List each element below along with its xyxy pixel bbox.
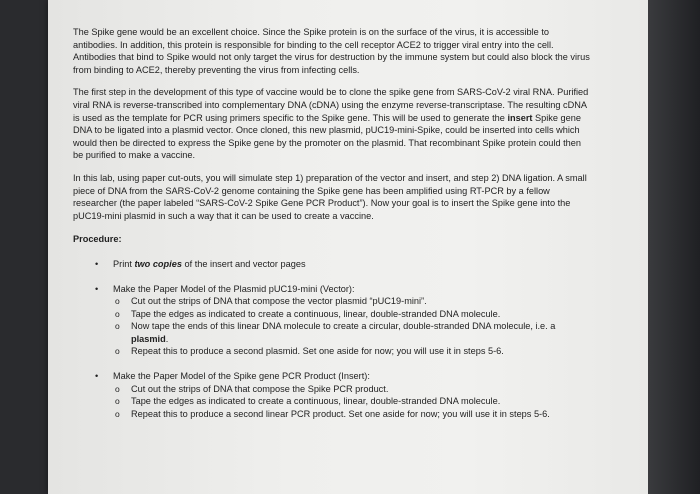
substep-text: Tape the edges as indicated to create a continuous, linear, double-stranded DNA molecule. — [131, 396, 501, 407]
circle-bullet-icon: o — [115, 408, 120, 419]
substep-text: . — [165, 333, 169, 344]
circle-bullet-icon: o — [115, 396, 120, 407]
emphasis-two-copies: two copies — [134, 258, 182, 269]
substep-text: Tape the edges as indicated to create a continuous, linear, double-stranded DNA molecule. — [131, 308, 501, 319]
vector-substeps — [73, 295, 593, 358]
substep-text: Cut out the strips of DNA that compose the vector plasmid “pUC19-mini”. — [131, 296, 427, 307]
list-item — [113, 320, 593, 345]
procedure-step-vector — [73, 283, 593, 296]
procedure-heading: Procedure: — [73, 234, 122, 245]
step-text: of the insert and vector pages — [181, 258, 306, 269]
substep-text: Repeat this to produce a second plasmid. Set one aside for now; you will use it in steps 5-6. — [131, 346, 504, 357]
background-edge — [648, 0, 700, 494]
substep-text: Cut out the strips of DNA that compose the Spike PCR product. — [131, 383, 389, 394]
circle-bullet-icon: o — [115, 346, 120, 357]
circle-bullet-icon: o — [115, 321, 120, 332]
bold-term-insert: insert — [507, 112, 533, 123]
paragraph-text: Spike gene DNA to be ligated into a plasmid vector. Once cloned, this new plasmid, pUC19-mini-Spike, could be inserted into cells which would then be directed to express the Spike gene by the promoter on the plasmid. That recombinant Spike protein could then be purified to make a vaccine. — [73, 112, 582, 161]
step-title: Make the Paper Model of the Plasmid pUC19-mini (Vector): — [113, 283, 355, 294]
list-item — [113, 383, 593, 396]
circle-bullet-icon: o — [115, 383, 120, 394]
list-item — [113, 408, 593, 421]
circle-bullet-icon: o — [115, 308, 120, 319]
bullet-icon: • — [95, 258, 99, 269]
document-content — [73, 26, 593, 420]
procedure-step-print — [73, 258, 593, 271]
list-item — [113, 308, 593, 321]
list-item — [113, 295, 593, 308]
paragraph-spike-gene: The Spike gene would be an excellent choice. Since the Spike protein is on the surface of the virus, it is accessible to antibodies. In addition, this protein is responsible for binding to the cell receptor ACE2 to trigger viral entry into the cell. Antibodies that bind to Spike would not only target the virus for destruction by the immune system but could also block the virus from binding to ACE2, thereby preventing the virus from infecting cells. — [73, 27, 590, 75]
procedure-step-insert — [73, 370, 593, 383]
substep-text: Now tape the ends of this linear DNA molecule to create a circular, double-stranded DNA molecule, i.e. a — [131, 321, 556, 332]
list-item — [113, 395, 593, 408]
circle-bullet-icon: o — [115, 296, 120, 307]
insert-substeps — [73, 383, 593, 421]
paragraph-first-step — [73, 86, 593, 162]
bold-term-plasmid: plasmid — [131, 333, 166, 344]
paragraph-lab-overview: In this lab, using paper cut-outs, you will simulate step 1) preparation of the vector and insert, and step 2) DNA ligation. A small piece of DNA from the SARS-CoV-2 genome containing the Spike gene has been amplified using RT-PCR by a fellow researcher (the paper labeled “SARS-CoV-2 Spike Gene PCR Product”). Now your goal is to insert the Spike gene into the pUC19-mini plasmid in such a way that it can be used to create a vaccine. — [73, 172, 587, 221]
step-text: Print — [113, 258, 135, 269]
bullet-icon: • — [95, 371, 99, 382]
substep-text: Repeat this to produce a second linear PCR product. Set one aside for now; you will use it in steps 5-6. — [131, 408, 550, 419]
list-item — [113, 345, 593, 358]
step-title: Make the Paper Model of the Spike gene PCR Product (Insert): — [113, 371, 370, 382]
bullet-icon: • — [95, 283, 99, 294]
paragraph-text: The first step in the development of this type of vaccine would be to clone the spike gene from SARS-CoV-2 viral RNA. Purified viral RNA is reverse-transcribed into complementary DNA (cDNA) using the enzyme reverse-transcriptase. The resulting cDNA is used as the template for PCR using primers specific to the Spike gene. This will be used to generate the — [73, 87, 589, 123]
